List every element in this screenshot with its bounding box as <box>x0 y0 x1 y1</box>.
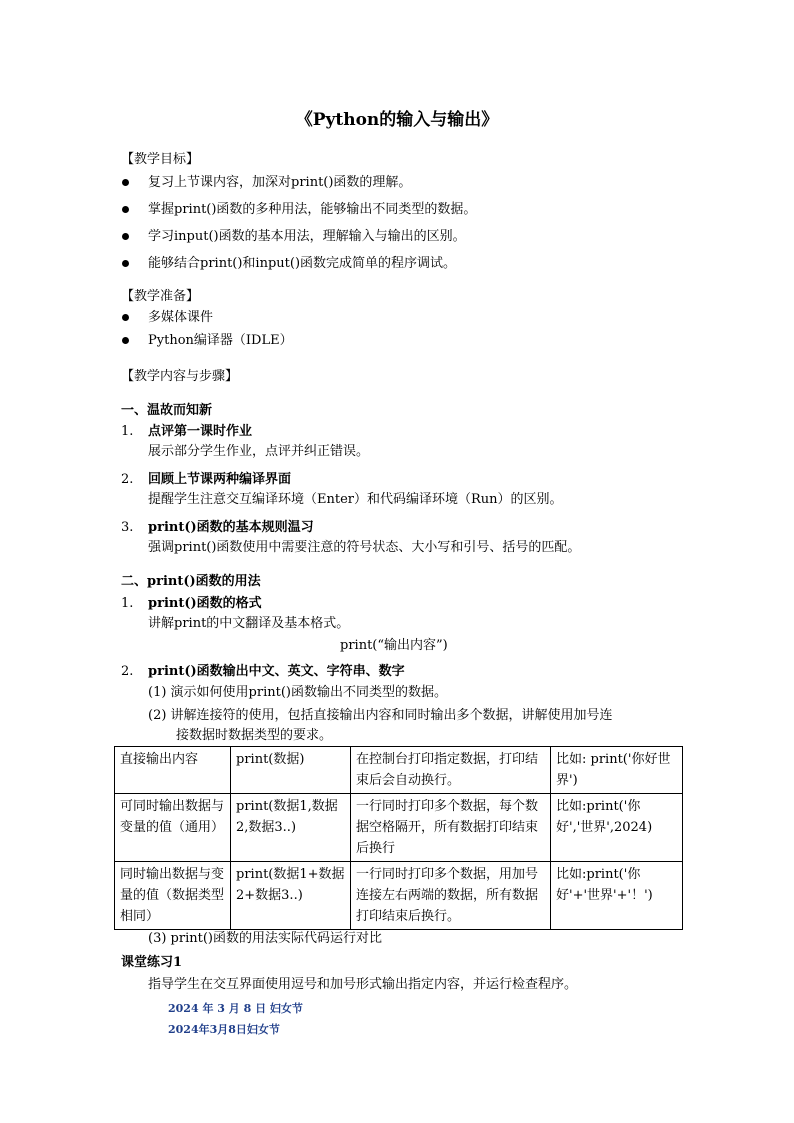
table-cell: print(数据1,数据2,数据3..) <box>231 794 351 862</box>
part1-heading: 一、温故而知新 <box>121 403 213 418</box>
step-title: print()函数的格式 <box>148 596 262 611</box>
practice-heading: 课堂练习1 <box>121 955 183 970</box>
step-desc: 展示部分学生作业，点评并纠正错误。 <box>148 444 370 459</box>
step-title: 点评第一课时作业 <box>148 424 253 439</box>
table-cell: 一行同时打印多个数据，每个数据空格隔开，所有数据打印结束后换行 <box>351 794 551 862</box>
table-row <box>115 862 683 930</box>
bullet-icon <box>122 260 129 267</box>
sub-item: (3) print()函数的用法实际代码运行对比 <box>148 931 382 946</box>
sub-item: (2) 讲解连接符的使用，包括直接输出内容和同时输出多个数据，讲解使用加号连 <box>148 708 613 723</box>
table-cell: 比如:print('你好'+'世界'+'！') <box>551 862 683 930</box>
bullet-icon <box>122 314 129 321</box>
table-cell: 比如: print('你好世界') <box>551 747 683 794</box>
bullet-icon <box>122 206 129 213</box>
table-cell: print(数据1+数据2+数据3..) <box>231 862 351 930</box>
bullet-icon <box>122 337 129 344</box>
sample-output-comma: 2024 年 3 月 8 日 妇女节 <box>168 1002 303 1015</box>
step-number: 3. <box>121 520 134 535</box>
table-row <box>115 794 683 862</box>
step-desc: 讲解print的中文翻译及基本格式。 <box>148 616 350 631</box>
bullet-icon <box>122 179 129 186</box>
step-number: 1. <box>121 424 134 439</box>
step-title: 回顾上节课两种编译界面 <box>148 472 292 487</box>
step-desc: 提醒学生注意交互编译环境（Enter）和代码编译环境（Run）的区别。 <box>148 492 563 507</box>
part2-heading: 二、print()函数的用法 <box>121 574 261 589</box>
document-title: 《Python的输入与输出》 <box>295 110 499 130</box>
bullet-icon <box>122 233 129 240</box>
table-cell: 一行同时打印多个数据，用加号连接左右两端的数据，所有数据打印结束后换行。 <box>351 862 551 930</box>
step-desc: 强调print()函数使用中需要注意的符号状态、大小写和引号、括号的匹配。 <box>148 540 581 555</box>
goal-item: 能够结合print()和input()函数完成简单的程序调试。 <box>148 256 457 271</box>
goals-heading: 【教学目标】 <box>121 152 200 167</box>
goal-item: 复习上节课内容，加深对print()函数的理解。 <box>148 175 412 190</box>
step-number: 2. <box>121 664 134 679</box>
table-cell: 同时输出数据与变量的值（数据类型相同） <box>115 862 231 930</box>
step-title: print()函数输出中文、英文、字符串、数字 <box>148 664 405 679</box>
table-cell: 直接输出内容 <box>115 747 231 794</box>
print-format: print(“输出内容”) <box>340 638 448 653</box>
goal-item: 掌握print()函数的多种用法，能够输出不同类型的数据。 <box>148 202 477 217</box>
prep-item: Python编译器（IDLE） <box>148 333 293 348</box>
content-heading: 【教学内容与步骤】 <box>121 369 239 384</box>
sub-item-continued: 接数据时数据类型的要求。 <box>176 728 333 743</box>
table-cell: print(数据) <box>231 747 351 794</box>
prep-heading: 【教学准备】 <box>121 289 200 304</box>
sample-output-plus: 2024年3月8日妇女节 <box>168 1023 280 1036</box>
sub-item: (1) 演示如何使用print()函数输出不同类型的数据。 <box>148 685 447 700</box>
table-cell: 可同时输出数据与变量的值（通用） <box>115 794 231 862</box>
practice-desc: 指导学生在交互界面使用逗号和加号形式输出指定内容，并运行检查程序。 <box>148 977 578 992</box>
table-row <box>115 747 683 794</box>
table-cell: 在控制台打印指定数据，打印结束后会自动换行。 <box>351 747 551 794</box>
table-cell: 比如:print('你好','世界',2024) <box>551 794 683 862</box>
step-number: 2. <box>121 472 134 487</box>
prep-item: 多媒体课件 <box>148 310 214 325</box>
step-number: 1. <box>121 596 134 611</box>
print-usage-table <box>114 746 683 930</box>
step-title: print()函数的基本规则温习 <box>148 520 314 535</box>
goal-item: 学习input()函数的基本用法，理解输入与输出的区别。 <box>148 229 466 244</box>
